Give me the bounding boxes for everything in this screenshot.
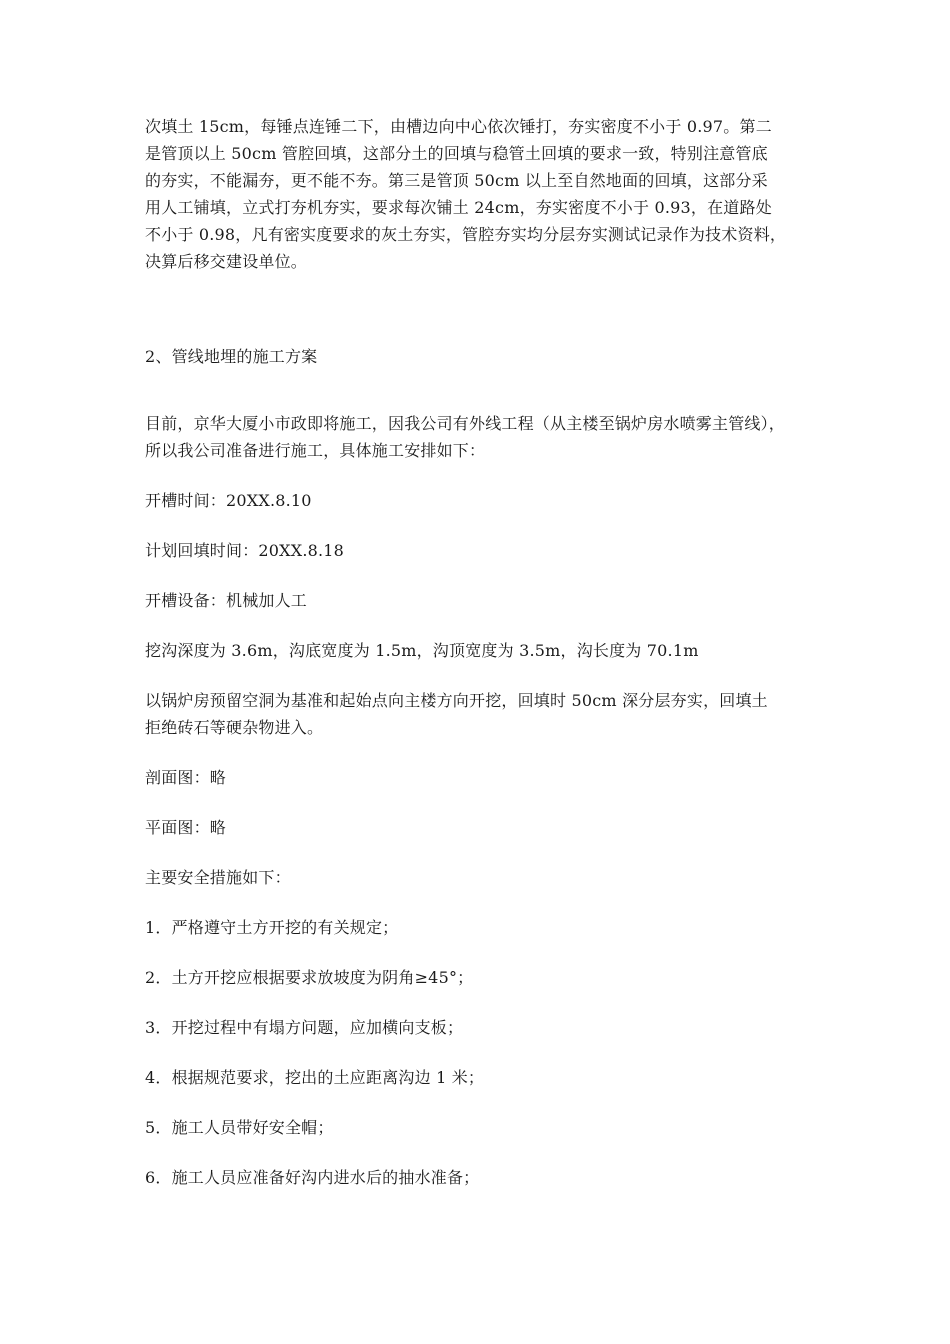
section-heading: 2、管线地埋的施工方案: [145, 347, 318, 366]
section-drawing-note: 剖面图：略: [145, 768, 227, 787]
safety-item: 2．土方开挖应根据要求放坡度为阴角≥45°；: [145, 968, 474, 987]
intro-paragraph: [145, 410, 807, 464]
text-line: 的夯实，不能漏夯，更不能不夯。第三是管顶 50cm 以上至自然地面的回填，这部分采: [145, 171, 768, 190]
backfill-plan-date: 计划回填时间：20XX.8.18: [145, 541, 345, 560]
trench-dimensions: 挖沟深度为 3.6m，沟底宽度为 1.5m，沟顶宽度为 3.5m，沟长度为 70.1m: [145, 641, 699, 660]
text-line: 决算后移交建设单位。: [145, 252, 308, 271]
trench-start-date: 开槽时间：20XX.8.10: [145, 491, 312, 510]
safety-heading: 主要安全措施如下：: [145, 868, 291, 887]
text-line: 拒绝砖石等硬杂物进入。: [145, 718, 324, 737]
backfill-paragraph: [145, 113, 807, 275]
safety-item: 6．施工人员应准备好沟内进水后的抽水准备；: [145, 1168, 480, 1187]
text-line: 以锅炉房预留空洞为基准和起始点向主楼方向开挖，回填时 50cm 深分层夯实，回填土: [145, 691, 768, 710]
trench-equipment: 开槽设备：机械加人工: [145, 591, 308, 610]
excavation-direction-paragraph: [145, 687, 807, 741]
plan-drawing-note: 平面图：略: [145, 818, 227, 837]
text-line: 所以我公司准备进行施工，具体施工安排如下：: [145, 441, 486, 460]
text-line: 用人工铺填，立式打夯机夯实，要求每次铺土 24cm，夯实密度不小于 0.93，在道路处: [145, 198, 772, 217]
safety-item: 1．严格遵守土方开挖的有关规定；: [145, 918, 399, 937]
safety-item: 4．根据规范要求，挖出的土应距离沟边 1 米；: [145, 1068, 485, 1087]
text-line: 是管顶以上 50cm 管腔回填，这部分土的回填与稳管土回填的要求一致，特别注意管底: [145, 144, 768, 163]
text-line: 目前，京华大厦小市政即将施工，因我公司有外线工程（从主楼至锅炉房水喷雾主管线），: [145, 414, 786, 433]
safety-item: 3．开挖过程中有塌方问题，应加横向支板；: [145, 1018, 464, 1037]
text-line: 不小于 0.98，凡有密实度要求的灰土夯实，管腔夯实均分层夯实测试记录作为技术资料，: [145, 225, 787, 244]
safety-item: 5．施工人员带好安全帽；: [145, 1118, 334, 1137]
document-page: [145, 113, 807, 1191]
text-line: 次填土 15cm，每锤点连锤二下，由槽边向中心依次锤打，夯实密度不小于 0.97。第二: [145, 117, 772, 136]
